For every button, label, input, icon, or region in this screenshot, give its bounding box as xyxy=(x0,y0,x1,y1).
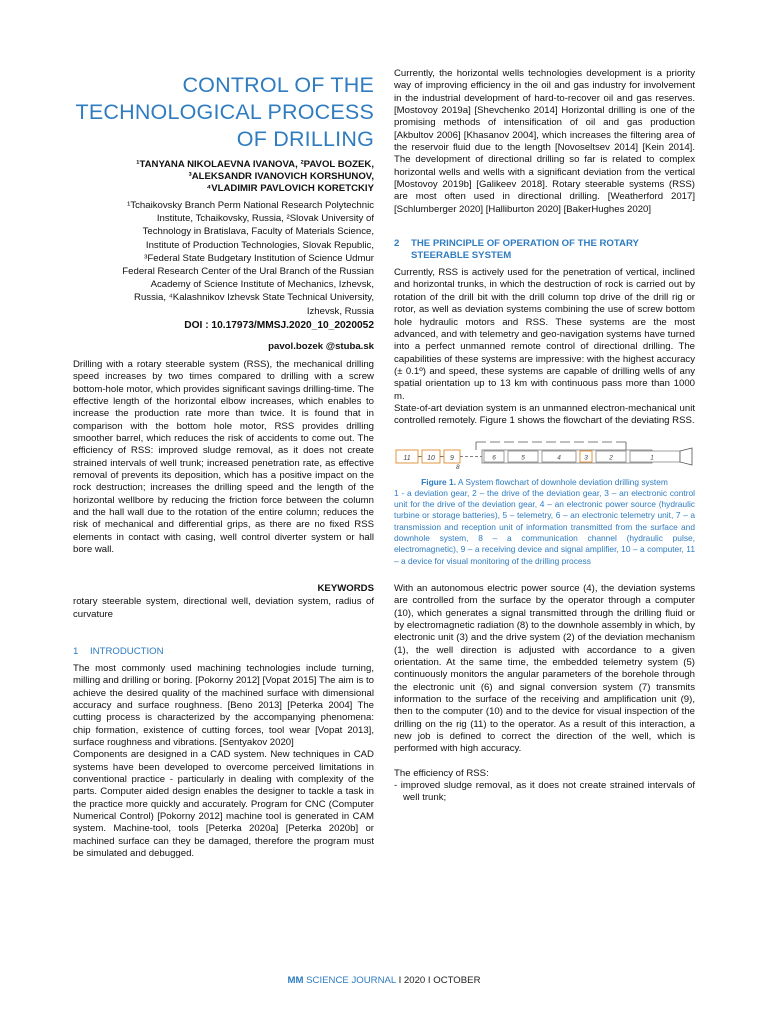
svg-text:6: 6 xyxy=(492,454,496,462)
right-paragraph-1: Currently, the horizontal wells technologies development is a priority way of improving efficiency in the oil and gas industry for involvement in the industrial development of hard-to-recover oil and gas reserves. [Mostovoy 2019a] [Shevchenko 2014] Horizontal drilling is one of the promising methods of intensification of oil and gas production [Akbultov 2006] [Khasanov 2004], which increases the filtering area of the reservoir fluid due to the length [Novoseltsev 2014] [Kein 2014]. The development of directional drilling so far is related to complex horizontal wells and wells with a significant deviation from the vertical [Mostovoy 2019b] [Galikeev 2018]. Rotary steerable systems (RSS) are most often used in directional drilling. [Weatherford 2017] [Schlumberger 2020] [Halliburton 2020] [BakerHughes 2020] xyxy=(394,68,695,215)
journal-logo: MM xyxy=(287,975,304,986)
principle-paragraph-1: Currently, RSS is actively used for the penetration of vertical, inclined and horizontal trunks, in which the destruction of rock is carried out by rotation of the drill bit with the drill column top drive of the drill rig or rotor, as well as deviation systems combining the use of screw bottom hole hydraulic motors and RSS. These systems are the most advanced, and with telemetry and geo-navigation systems have turned into a perfect unmanned remote control of directional drilling. The capabilities of these systems are impressive: with the highest accuracy (± 0.1º) and speed, these systems are capable of drilling wells of any spatial orientation up to 13 km with continuous pass more than 1000 m. xyxy=(394,267,695,402)
right-column xyxy=(394,68,695,805)
svg-text:5: 5 xyxy=(521,454,525,462)
block-1 xyxy=(630,451,680,462)
doi[interactable]: DOI : 10.17973/MMSJ.2020_10_2020052 xyxy=(184,319,374,331)
issue-date: I 2020 I OCTOBER xyxy=(398,975,481,986)
block-9 xyxy=(444,450,460,463)
journal-name: SCIENCE JOURNAL xyxy=(306,975,396,986)
block-10 xyxy=(422,450,440,463)
block-8-label: 8 xyxy=(456,463,460,470)
intro-paragraph-1: The most commonly used machining technologies include turning, milling and drilling or boring. [Pokorny 2012] [Vopat 2015] The aim is to achieve the desired quality of the machined surface with dimensional accuracy and surface roughness. [Beno 2013] [Peterka 2004] The cutting process is characterized by the accompanying phenomena: chip formation, existence of cutting forces, tool wear [Vopat 2013], surface roughness and vibrations. [Sentyakov 2020] xyxy=(73,663,374,749)
svg-text:2: 2 xyxy=(609,454,613,462)
affiliations: ¹Tchaikovsky Branch Perm National Research Polytechnic Institute, Tchaikovsky, Russia, ²Slovak University of Technology in Bratislava, Faculty of Materials Science, Institute of Production Technologies, Slovak Republic, ³Federal State Budgetary Institution of Science Udmur Federal Research Center of the Ural Branch of the Russian Academy of Science Institute of Mechanics, Izhevsk, Russia, ⁴Kalashnikov Izhevsk State Technical University, Izhevsk, Russia xyxy=(122,200,374,317)
efficiency-list-item-1: - improved sludge removal, as it does not create strained intervals of well trunk; xyxy=(394,780,695,804)
svg-text:1: 1 xyxy=(650,454,654,462)
left-column xyxy=(73,68,374,861)
section-heading-introduction: 1 INTRODUCTION xyxy=(73,646,164,658)
abstract: Drilling with a rotary steerable system (RSS), the mechanical drilling speed increases by two times compared to drilling with a screw bottom-hole motor, which provides significant savings drilling-time. The effective length of the horizontal elbow increases, which enables to increase the production rate more than twice. It is found that in comparison with the bottom hole motor, RSS provides drilling smoother barrel, which reduces the risk of accidents to come out. The efficiency of RSS: improved sludge removal, as it does not create strained intervals of well trunk; increased penetration rate, as effective removal of prevents its deposition, which has a positive impact on the rock destruction; increases the drilling speed and the length of the horizontal wellbore by reducing the friction force between the column and the hall wall due to the rotation of the entire column; reduces the risk of mechanical and differential grips, as there are no fixed RSS elements in contact with casing, well control diverter system or hall bore wall. xyxy=(73,358,374,555)
block-5 xyxy=(508,451,538,462)
intro-paragraph-2: Components are designed in a CAD system. New techniques in CAD systems have been developed to overcome perceived limitations in conventional practice - particularly in dealing with complexity of the parts. Computer aided design enables the designer to tackle a task in the practice more quickly and accurately. Program for CNC (Computer Numerical Control) [Pokorny 2012] machine tool is generated in CAM system. Machine-tool, tools [Peterka 2020a] [Peterka 2020b] or machined surface can they be damaged, therefore the program must be simulated and debugged. xyxy=(73,749,374,860)
right-paragraph-4: The efficiency of RSS: xyxy=(394,767,489,779)
figure-1-caption: Figure 1. A System flowchart of downhole deviation drilling system 1 - a deviation gear, 2 – the drive of the deviation gear, 3 – an electronic control unit for the drive of the deviation gear, 4 – an electronic power source (hydraulic turbine or storage batteries), 5 – telemetry, 6 – an electronic telemetry unit, 7 – a transmission and reception unit of information transmitted from the surface and downhole system, 8 – a communication channel (hydraulic pulse, electromagnetic), 9 – a receiving device and signal amplifier, 10 – a computer, 11 – a device for visual monitoring of the drilling process xyxy=(394,476,695,566)
paper-title: CONTROL OF THE TECHNOLOGICAL PROCESS OF DRILLING xyxy=(75,73,374,151)
svg-text:4: 4 xyxy=(557,454,561,462)
block-4 xyxy=(542,451,576,462)
flowchart-diagram xyxy=(394,438,695,470)
block-6 xyxy=(484,451,504,462)
figure-1 xyxy=(394,438,695,475)
keywords-text: rotary steerable system, directional well, deviation system, radius of curvature xyxy=(73,596,374,620)
authors: ¹TANYANA NIKOLAEVNA IVANOVA, ²PAVOL BOZEK, ³ALEKSANDR IVANOVICH KORSHUNOV, ⁴VLADIMIR PAVLOVICH KORETCKIY xyxy=(136,159,374,194)
email[interactable]: pavol.bozek @stuba.sk xyxy=(268,340,374,352)
block-11 xyxy=(396,450,418,463)
drill-bit-icon xyxy=(680,448,692,465)
keywords-heading: KEYWORDS xyxy=(317,583,374,595)
page-footer xyxy=(0,975,768,986)
block-3 xyxy=(580,451,592,462)
svg-text:9: 9 xyxy=(450,454,454,462)
section-heading-principle: 2 THE PRINCIPLE OF OPERATION OF THE ROTARY STEERABLE SYSTEM xyxy=(394,238,639,262)
right-paragraph-3: With an autonomous electric power source (4), the deviation systems are controlled from the surface by the operator through a computer (10), which generates a signal transmitted through the drilling fluid or by electromagnetic radiation (8) to the downhole assembly in which, by electronic unit (3) and the drive system (2) of the deviation mechanism (1), the well direction is adjusted with accordance to a given orientation. At the same time, the embedded telemetry system (5) continuously monitors the angular parameters of the borehole through the electronic unit (6) and signal conversion system (7) transmits information to the surface of the receiving and amplification unit (9), then to the computer (10) and to the device for visual inspection of the drilling on the rig (11) to the operator. As a result of this interaction, a new job is defined to correct the direction of the well, which is performed with high accuracy. xyxy=(394,582,695,755)
svg-text:10: 10 xyxy=(427,454,435,462)
principle-paragraph-2: State-of-art deviation system is an unmanned electron-mechanical unit controlled remotely. Figure 1 shows the flowchart of the deviating RSS. xyxy=(394,402,695,427)
block-2 xyxy=(596,451,626,462)
svg-text:3: 3 xyxy=(584,454,588,462)
svg-text:11: 11 xyxy=(403,454,411,462)
